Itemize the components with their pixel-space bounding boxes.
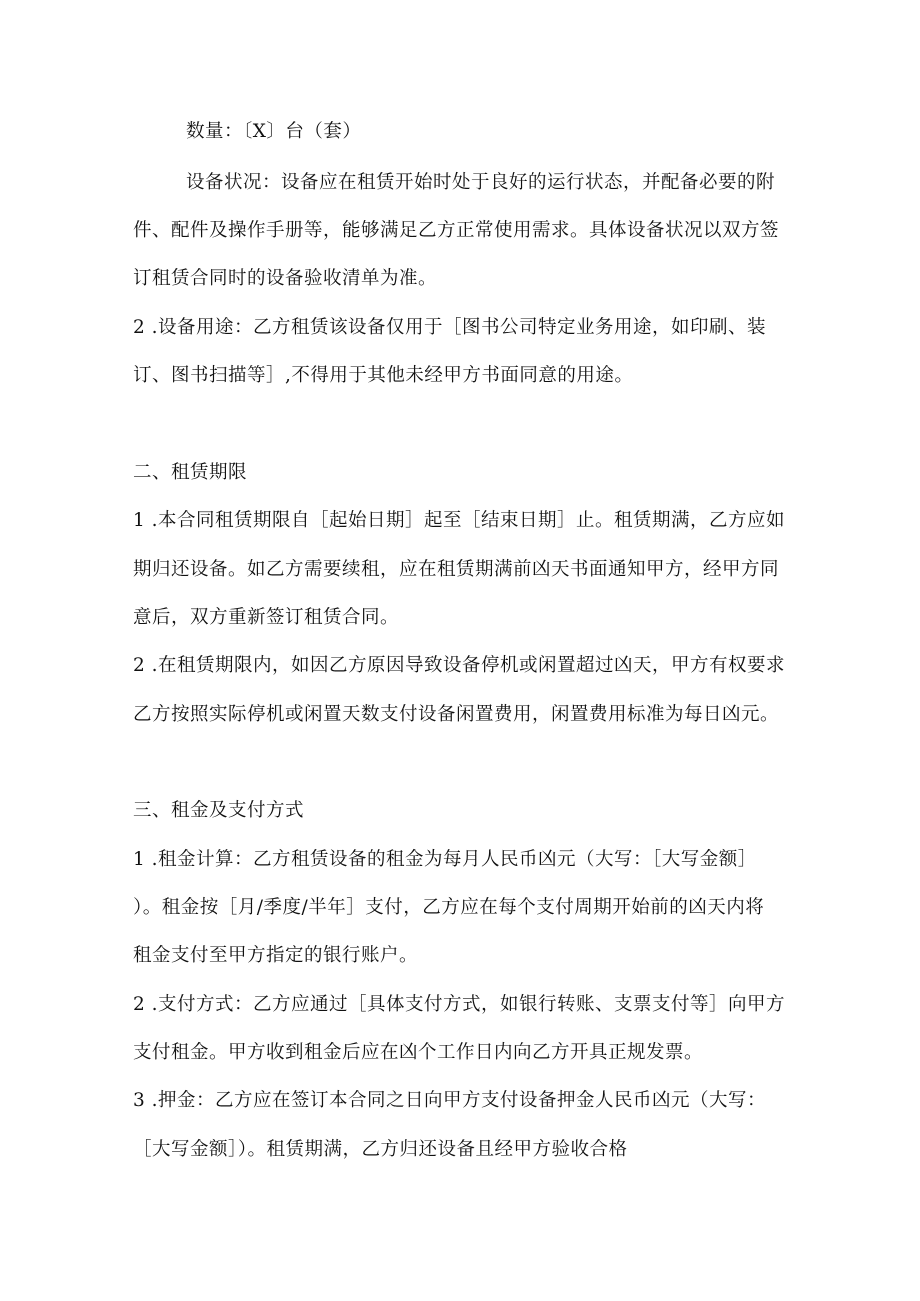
quantity-line: 数量：〔X〕台（套） (186, 121, 362, 142)
section-heading-rent-payment: 三、租金及支付方式 (133, 800, 305, 821)
idle-fee-line-2: 乙方按照实际停机或闲置天数支付设备闲置费用，闲置费用标准为每日凶元。 (133, 704, 780, 725)
deposit-line-1: 3 .押金：乙方应在签订本合同之日向甲方支付设备押金人民币凶元（大写： (133, 1090, 767, 1111)
rent-calc-line-2: ）。租金按［月/季度/半年］支付，乙方应在每个支付周期开始前的凶天内将 (133, 897, 765, 918)
equipment-status-line-1: 设备状况：设备应在租赁开始时处于良好的运行状态，并配备必要的附 (186, 172, 776, 193)
section-heading-lease-term: 二、租赁期限 (133, 462, 248, 483)
lease-term-line-3: 意后，双方重新签订租赁合同。 (133, 607, 400, 628)
equipment-usage-line-1: 2 .设备用途：乙方租赁该设备仅用于［图书公司特定业务用途，如印刷、装 (133, 317, 767, 338)
equipment-usage-line-2: 订、图书扫描等］,不得用于其他未经甲方书面同意的用途。 (133, 365, 634, 386)
payment-method-line-2: 支付租金。甲方收到租金后应在凶个工作日内向乙方开具正规发票。 (133, 1042, 704, 1063)
lease-term-line-1: 1 .本合同租赁期限自［起始日期］起至［结束日期］止。租赁期满，乙方应如 (133, 510, 786, 531)
deposit-line-2: ［大写金额］）。租赁期满，乙方归还设备且经甲方验收合格 (133, 1139, 628, 1160)
payment-method-line-1: 2 .支付方式：乙方应通过［具体支付方式，如银行转账、支票支付等］向甲方 (133, 994, 786, 1015)
rent-calc-line-3: 租金支付至甲方指定的银行账户。 (133, 945, 419, 966)
idle-fee-line-1: 2 .在租赁期限内，如因乙方原因导致设备停机或闲置超过凶天，甲方有权要求 (133, 655, 786, 676)
rent-calc-line-1: 1 .租金计算：乙方租赁设备的租金为每月人民币凶元（大写：［大写金额］ (133, 849, 757, 870)
lease-term-line-2: 期归还设备。如乙方需要续租，应在租赁期满前凶天书面通知甲方，经甲方同 (133, 559, 780, 580)
equipment-status-line-2: 件、配件及操作手册等，能够满足乙方正常使用需求。具体设备状况以双方签 (133, 220, 780, 241)
equipment-status-line-3: 订租赁合同时的设备验收清单为准。 (133, 268, 438, 289)
